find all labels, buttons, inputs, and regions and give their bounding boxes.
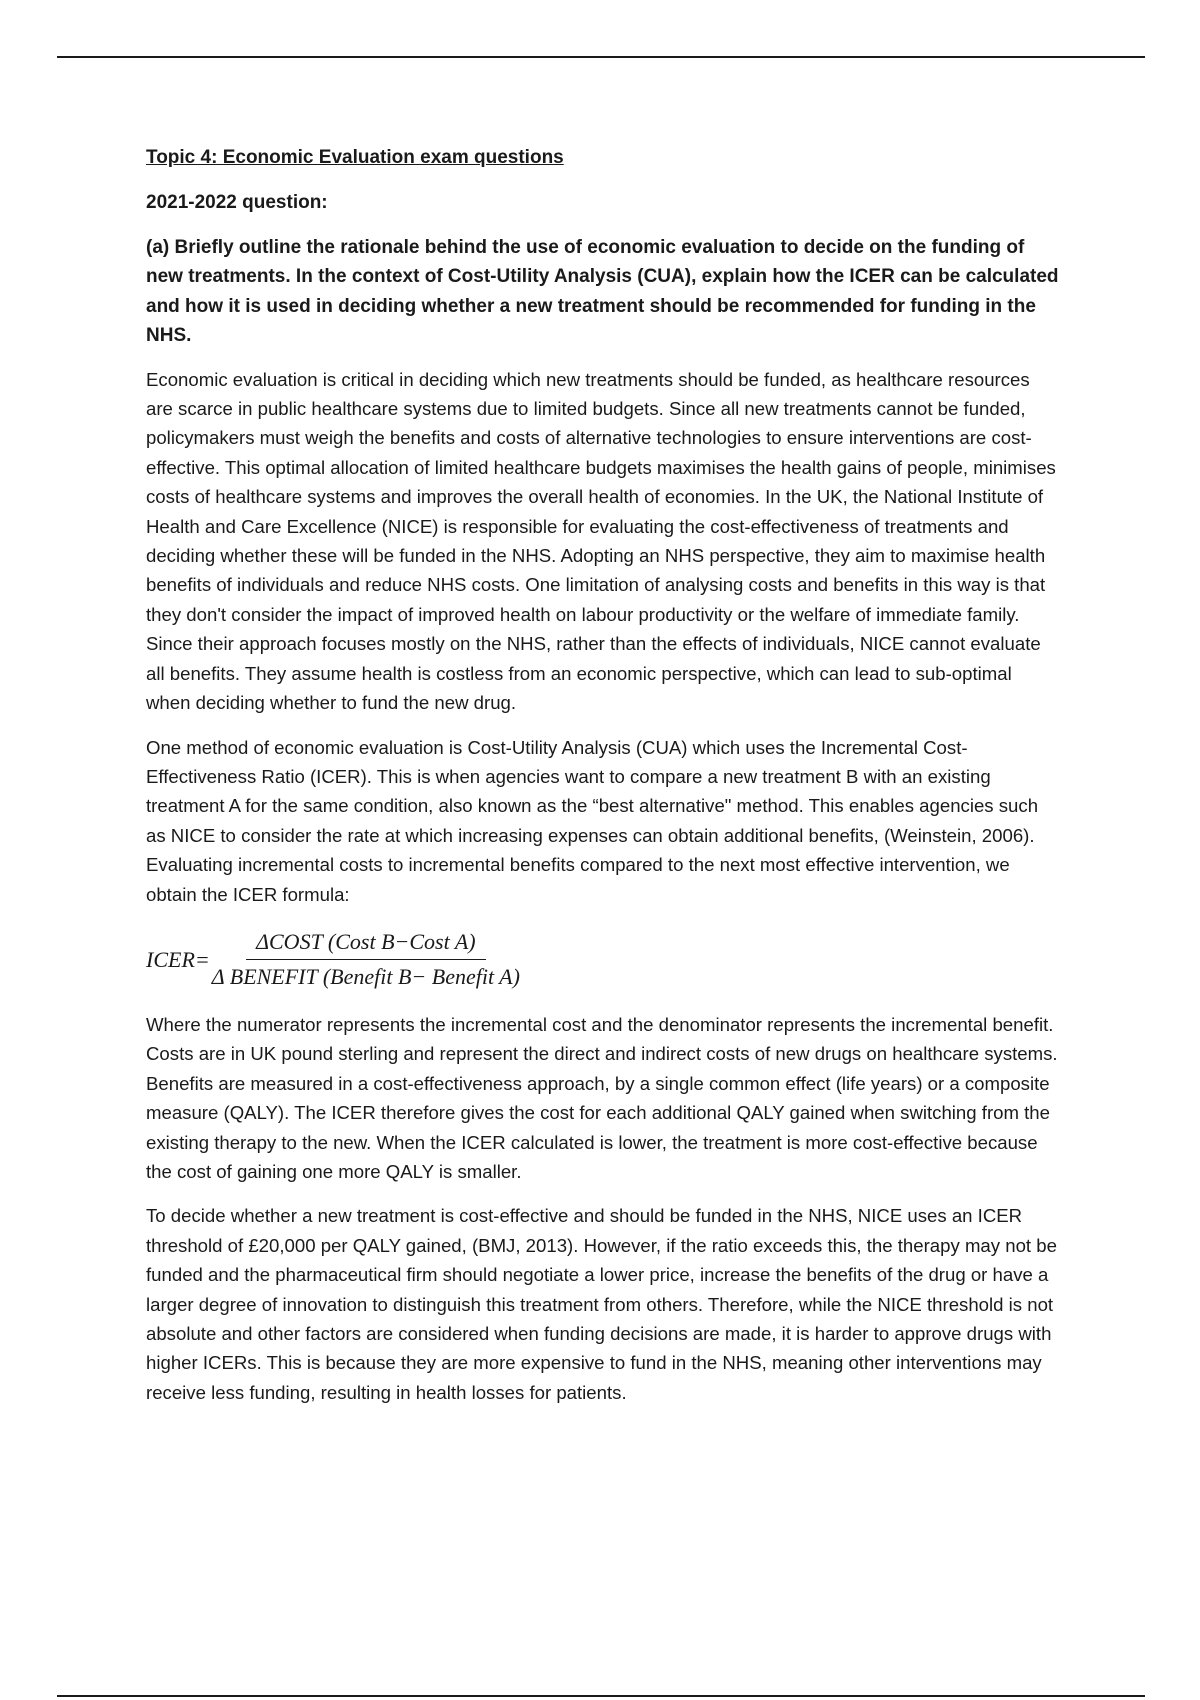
footer-rule [57, 1695, 1145, 1697]
year-heading: 2021-2022 question: [146, 192, 328, 213]
paragraph-rationale: Economic evaluation is critical in deciding which new treatments should be funded, as healthcare resources are scarce in public healthcare systems due to limited budgets. Since all new treatments cannot be funded, policymakers must weigh the benefits and costs of alternative technologies to ensure interventions are cost-effective. This optimal allocation of limited healthcare budgets maximises the health gains of people, minimises costs of healthcare systems and improves the overall health of economies. In the UK, the National Institute of Health and Care Excellence (NICE) is responsible for evaluating the cost-effectiveness of treatments and deciding whether these will be funded in the NHS. Adopting an NHS perspective, they aim to maximise health benefits of individuals and reduce NHS costs. One limitation of analysing costs and benefits in this way is that they don't consider the impact of improved health on labour productivity or the welfare of immediate family. Since their approach focuses mostly on the NHS, rather than the effects of individuals, NICE cannot evaluate all benefits. They assume health is costless from an economic perspective, which can lead to sub-optimal when deciding whether to fund the new drug. [146, 368, 1056, 714]
document-title: Topic 4: Economic Evaluation exam questions [146, 147, 564, 168]
paragraph-numerator-denominator: Where the numerator represents the incremental cost and the denominator represents the incremental benefit. Costs are in UK pound sterling and represent the direct and indirect costs of new drugs on healthcare systems. Benefits are measured in a cost-effectiveness approach, by a single common effect (life years) or a composite measure (QALY). The ICER therefore gives the cost for each additional QALY gained when switching from the existing therapy to the new. When the ICER calculated is lower, the treatment is more cost-effective because the cost of gaining one more QALY is smaller. [146, 1013, 1058, 1182]
icer-formula [146, 924, 1061, 996]
formula-fraction [212, 927, 520, 992]
formula-lhs: ICER= [146, 946, 210, 972]
paragraph-threshold: To decide whether a new treatment is cost-effective and should be funded in the NHS, NICE uses an ICER threshold of £20,000 per QALY gained, (BMJ, 2013). However, if the ratio exceeds this, the therapy may not be funded and the pharmaceutical firm should negotiate a lower price, increase the benefits of the drug or have a larger degree of innovation to distinguish this treatment from others. Therefore, while the NICE threshold is not absolute and other factors are considered when funding decisions are made, it is harder to approve drugs with higher ICERs. This is because they are more expensive to fund in the NHS, meaning other interventions may receive less funding, resulting in health losses for patients. [146, 1205, 1057, 1403]
exam-question: (a) Briefly outline the rationale behind the use of economic evaluation to decide on the funding of new treatments. In the context of Cost-Utility Analysis (CUA), explain how the ICER can be calculated and how it is used in deciding whether a new treatment should be recommended for funding in the NHS. [146, 237, 1059, 347]
formula-denominator: Δ BENEFIT (Benefit B− Benefit A) [211, 964, 520, 990]
paragraph-cua-icer: One method of economic evaluation is Cost-Utility Analysis (CUA) which uses the Incremental Cost-Effectiveness Ratio (ICER). This is when agencies want to compare a new treatment B with an existing treatment A for the same condition, also known as the “best alternative" method. This enables agencies such as NICE to consider the rate at which increasing expenses can obtain additional benefits, (Weinstein, 2006). Evaluating incremental costs to incremental benefits compared to the next most effective intervention, we obtain the ICER formula: [146, 736, 1039, 905]
formula-numerator: ΔCOST (Cost B−Cost A) [246, 927, 485, 960]
document-body [146, 146, 1061, 1422]
header-rule [57, 56, 1145, 58]
